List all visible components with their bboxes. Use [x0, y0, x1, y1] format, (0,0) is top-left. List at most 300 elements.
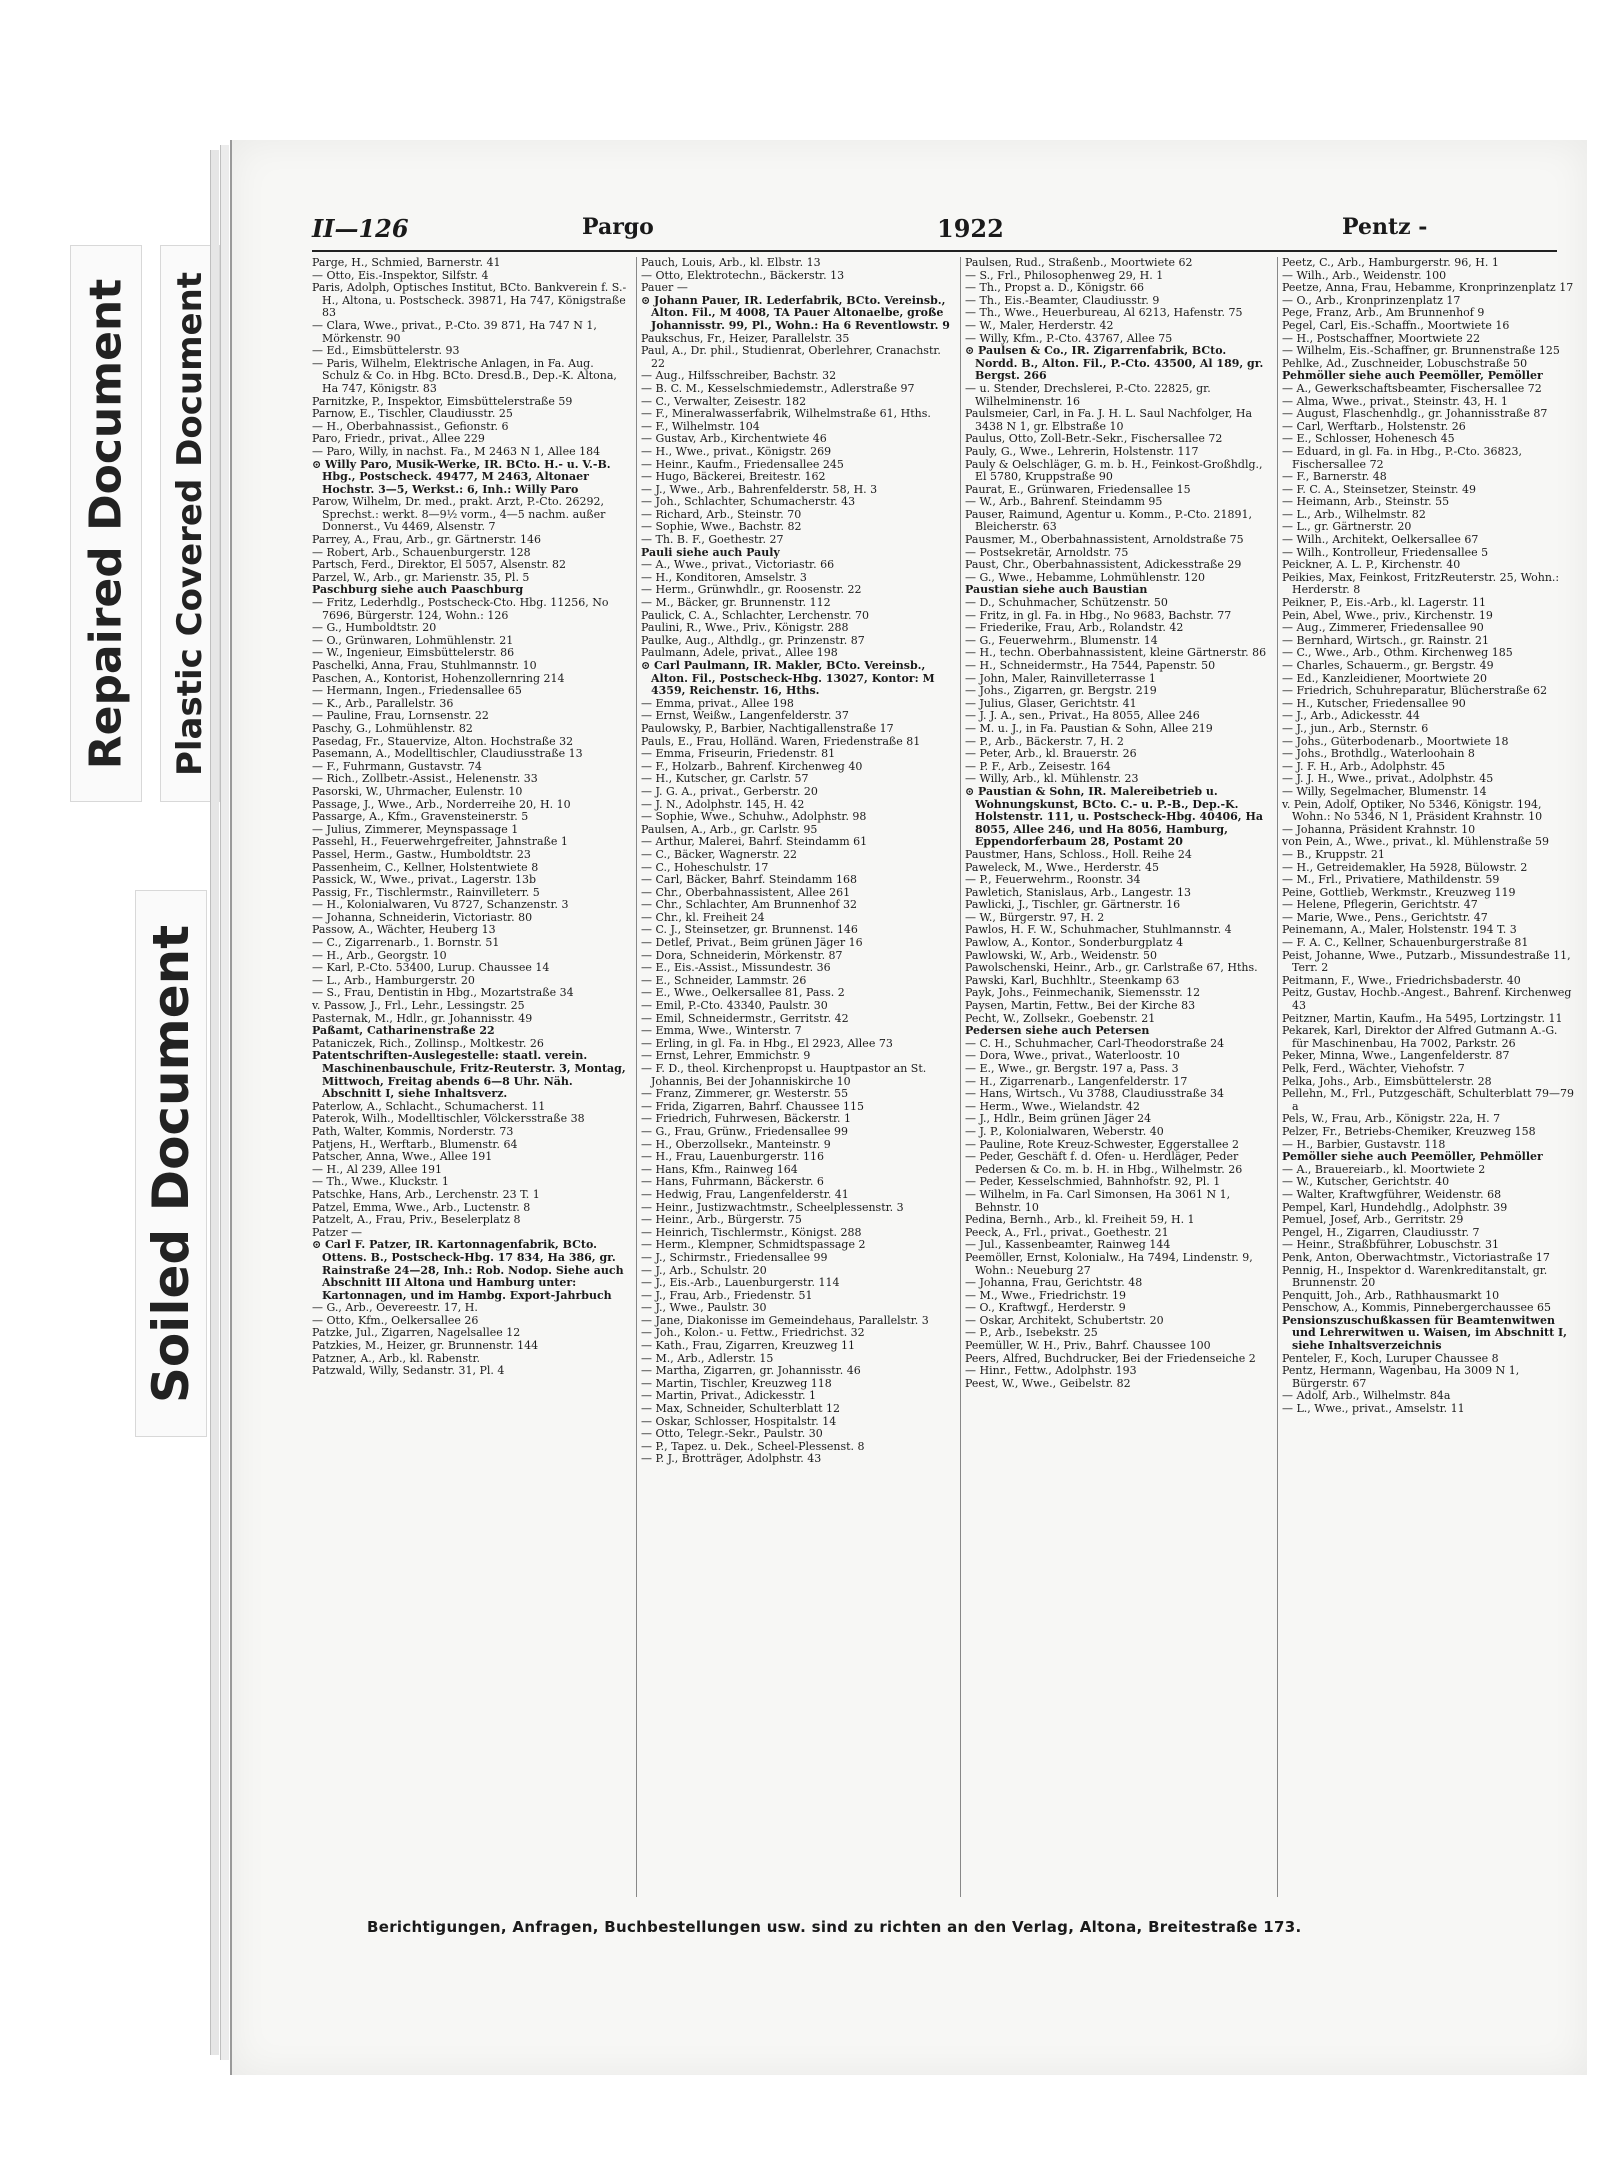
directory-entry: Paustian siehe auch Baustian [965, 583, 1148, 597]
directory-entry: — P., Arb., Bäckerstr. 7, H. 2 [965, 734, 1124, 748]
directory-entry: — F. D., theol. Kirchenpropst u. Hauptpastor an St. Johannis, Bei der Johanniskirche 10 [641, 1062, 927, 1088]
directory-entry: — Detlef, Privat., Beim grünen Jäger 16 [641, 936, 863, 950]
directory-entry: — J. N., Adolphstr. 145, H. 42 [641, 797, 805, 811]
directory-entry: Peker, Minna, Wwe., Langenfelderstr. 87 [1282, 1049, 1510, 1063]
directory-entry: — Th. B. F., Goethestr. 27 [641, 533, 784, 547]
directory-entry: — Peder, Kesselschmied, Bahnhofstr. 92, Pl. 1 [965, 1175, 1221, 1189]
directory-entry: — Julius, Glaser, Gerichtstr. 41 [965, 696, 1137, 710]
page-header [312, 210, 1557, 252]
directory-entry: Penquitt, Joh., Arb., Rathhausmarkt 10 [1282, 1288, 1500, 1302]
directory-entry: — F., Holzarb., Bahrenf. Kirchenweg 40 [641, 759, 863, 773]
directory-entry: — Adolf, Arb., Wilhelmstr. 84a [1282, 1389, 1451, 1403]
directory-entry: — Richard, Arb., Steinstr. 70 [641, 507, 802, 521]
directory-entry: — Th., Wwe., Kluckstr. 1 [312, 1175, 449, 1189]
directory-entry: — K., Arb., Parallelstr. 36 [312, 696, 454, 710]
directory-entry: — Fritz, Lederhdlg., Postscheck-Cto. Hbg. 11256, No 7696, Bürgerstr. 124, Wohn.: 126 [312, 596, 609, 622]
directory-entry: — Ed., Kanzleidiener, Moortwiete 20 [1282, 671, 1488, 685]
directory-entry: — Oskar, Architekt, Schubertstr. 20 [965, 1313, 1164, 1327]
directory-entry: Pausmer, M., Oberbahnassistent, Arnoldstraße 75 [965, 533, 1244, 547]
directory-entry: — Rich., Zollbetr.-Assist., Helenenstr. 33 [312, 772, 538, 786]
directory-entry: — Heimann, Arb., Steinstr. 55 [1282, 495, 1450, 509]
directory-entry: Pehlke, Ad., Zuschneider, Lobuschstraße 50 [1282, 356, 1528, 370]
directory-entry: Pelzer, Fr., Betriebs-Chemiker, Kreuzweg 158 [1282, 1124, 1536, 1138]
directory-entry: Paust, Chr., Oberbahnassistent, Adickesstraße 29 [965, 558, 1242, 572]
header-year: 1922 [937, 214, 1004, 243]
directory-entry: ⊙ Johann Pauer, IR. Lederfabrik, BCto. Vereinsb., Alton. Fil., M 4008, TA Pauer Altonaelbe, große Johannisstr. 99, Pl., Wohn.: Ha 6 Reventlowstr. 9 [641, 293, 950, 332]
directory-entry: — Dora, Schneiderin, Mörkenstr. 87 [641, 948, 843, 962]
directory-entry: Paulini, R., Wwe., Priv., Königstr. 288 [641, 621, 849, 635]
directory-entry: Pellehn, M., Frl., Putzgeschäft, Schulterblatt 79—79 a [1282, 1087, 1574, 1113]
directory-entry: — Otto, Eis.-Inspektor, Silfstr. 4 [312, 268, 489, 282]
directory-entry: — A., Wwe., privat., Victoriastr. 66 [641, 558, 835, 572]
repaired-document-label [70, 245, 142, 802]
directory-entry: — M., Bäcker, gr. Brunnenstr. 112 [641, 596, 831, 610]
directory-entry: Pawletich, Stanislaus, Arb., Langestr. 13 [965, 885, 1191, 899]
directory-entry: Peinemann, A., Maler, Holstenstr. 194 T. 3 [1282, 923, 1517, 937]
directory-entry: — Aug., Hilfsschreiber, Bachstr. 32 [641, 369, 837, 383]
directory-entry: Peickner, A. L. P., Kirchenstr. 40 [1282, 558, 1461, 572]
directory-entry: Pauli siehe auch Pauly [641, 545, 780, 559]
directory-entry: Peetze, Anna, Frau, Hebamme, Kronprinzenplatz 17 [1282, 281, 1574, 295]
directory-entry: — Th., Propst a. D., Königstr. 66 [965, 281, 1145, 295]
directory-entry: Pempel, Karl, Hundehdlg., Adolphstr. 39 [1282, 1200, 1508, 1214]
directory-entry: Pauer — [641, 281, 688, 295]
directory-entry: — Carl, Werftarb., Holstenstr. 26 [1282, 419, 1466, 433]
directory-entry: Pawlicki, J., Tischler, gr. Gärtnerstr. 16 [965, 898, 1181, 912]
directory-entry: — H., Kutscher, gr. Carlstr. 57 [641, 772, 809, 786]
directory-entry: Paterok, Wilh., Modelltischler, Völckersstraße 38 [312, 1112, 585, 1126]
directory-entry: — Franz, Zimmerer, gr. Westerstr. 55 [641, 1087, 849, 1101]
directory-entry: — O., Kraftwgf., Herderstr. 9 [965, 1301, 1126, 1315]
directory-entry: — Alma, Wwe., privat., Steinstr. 43, H. 1 [1282, 394, 1508, 408]
directory-entry: — M., Wwe., Friedrichstr. 19 [965, 1288, 1127, 1302]
directory-entry: Pawolschenski, Heinr., Arb., gr. Carlstraße 67, Hths. [965, 961, 1258, 975]
directory-entry: — Hugo, Bäckerei, Breitestr. 162 [641, 470, 826, 484]
directory-entry: Pasedag, Fr., Stauervize, Alton. Hochstraße 32 [312, 734, 574, 748]
directory-entry: — u. Stender, Drechslerei, P.-Cto. 22825, gr. Wilhelminenstr. 16 [965, 381, 1211, 408]
directory-entry: Paulick, C. A., Schlachter, Lerchenstr. 70 [641, 608, 869, 622]
directory-entry: Paulke, Aug., Althdlg., gr. Prinzenstr. 87 [641, 633, 865, 647]
directory-entry: Parow, Wilhelm, Dr. med., prakt. Arzt, P.-Cto. 26292, Sprechst.: werkt. 8—9½ vorm., 4—5 nachm. außer Donnerst., Vu 4469, Alsenstr. 7 [312, 495, 606, 534]
directory-entry: — H., Wwe., privat., Königstr. 269 [641, 444, 832, 458]
directory-entry: Pedersen siehe auch Petersen [965, 1024, 1150, 1038]
directory-entry: — G., Frau, Grünw., Friedensallee 99 [641, 1124, 849, 1138]
directory-entry: Patzner, A., Arb., kl. Rabenstr. [312, 1351, 481, 1365]
directory-entry: Passig, Fr., Tischlermstr., Rainvilleterr. 5 [312, 885, 540, 899]
directory-entry: — Wilh., Arb., Weidenstr. 100 [1282, 268, 1447, 282]
directory-entry: — Johanna, Schneiderin, Victoriastr. 80 [312, 910, 533, 924]
directory-entry: — Wilh., Kontrolleur, Friedensallee 5 [1282, 545, 1489, 559]
directory-entry: — H., Arb., Georgstr. 10 [312, 948, 447, 962]
directory-entry: Patzelt, A., Frau, Priv., Beselerplatz 8 [312, 1213, 521, 1227]
directory-entry: — G., Wwe., Hebamme, Lohmühlenstr. 120 [965, 570, 1205, 584]
directory-entry: — Martin, Tischler, Kreuzweg 118 [641, 1376, 832, 1390]
directory-entry: — Herm., Wwe., Wielandstr. 42 [965, 1099, 1140, 1113]
directory-entry: — C. H., Schuhmacher, Carl-Theodorstraße 24 [965, 1036, 1225, 1050]
directory-entry: — Th., Eis.-Beamter, Claudiusstr. 9 [965, 293, 1160, 307]
directory-entry: — Emil, P.-Cto. 43340, Paulstr. 30 [641, 999, 828, 1013]
directory-entry: Penteler, F., Koch, Luruper Chaussee 8 [1282, 1351, 1499, 1365]
directory-entry: — A., Brauereiarb., kl. Moortwiete 2 [1282, 1162, 1486, 1176]
directory-entry: Paris, Adolph, Optisches Institut, BCto. Bankverein f. S.-H., Altona, u. Postscheck. 39871, Ha 747, Königstraße 83 [312, 281, 627, 320]
directory-entry: — Gustav, Arb., Kirchentwiete 46 [641, 432, 827, 446]
directory-entry: Peikies, Max, Feinkost, FritzReuterstr. 25, Wohn.: Herderstr. 8 [1282, 570, 1560, 597]
directory-entry: Pels, W., Frau, Arb., Königstr. 22a, H. 7 [1282, 1112, 1501, 1126]
directory-entry: — F. C. A., Steinsetzer, Steinstr. 49 [1282, 482, 1477, 496]
directory-entry: — Jane, Diakonisse im Gemeindehaus, Parallelstr. 3 [641, 1313, 929, 1327]
directory-entry: — Heinrich, Tischlermstr., Königst. 288 [641, 1225, 862, 1239]
page-number: II—126 [312, 214, 409, 243]
directory-entry: — J., jun., Arb., Sternstr. 6 [1282, 721, 1429, 735]
directory-entry: — P. J., Brotträger, Adolphstr. 43 [641, 1452, 822, 1466]
directory-entry: Peitz, Gustav, Hochb.-Angest., Bahrenf. Kirchenweg 43 [1282, 986, 1572, 1013]
directory-entry: Peine, Gottlieb, Werkmstr., Kreuzweg 119 [1282, 885, 1516, 899]
directory-entry: Passick, W., Wwe., privat., Lagerstr. 13b [312, 873, 537, 887]
directory-entry: Partsch, Ferd., Direktor, El 5057, Alsenstr. 82 [312, 558, 567, 572]
directory-entry: Peikner, P., Eis.-Arb., kl. Lagerstr. 11 [1282, 596, 1486, 610]
directory-entry: — Willy, Arb., kl. Mühlenstr. 23 [965, 772, 1139, 786]
directory-entry: — H., Frau, Lauenburgerstr. 116 [641, 1150, 824, 1164]
directory-entry: — Ed., Eimsbüttelerstr. 93 [312, 344, 460, 358]
directory-entry: — Willy, Segelmacher, Blumenstr. 14 [1282, 784, 1487, 798]
directory-entry: — H., Kutscher, Friedensallee 90 [1282, 696, 1466, 710]
directory-entry: Patzke, Jul., Zigarren, Nagelsallee 12 [312, 1326, 521, 1340]
directory-entry: Patzel, Emma, Wwe., Arb., Luctenstr. 8 [312, 1200, 531, 1214]
directory-entry: — Hans, Fuhrmann, Bäckerstr. 6 [641, 1175, 824, 1189]
directory-entry: Pauls, E., Frau, Holländ. Waren, Friedenstraße 81 [641, 734, 921, 748]
directory-entry: — H., Konditoren, Amselstr. 3 [641, 570, 807, 584]
directory-entry: — P. F., Arb., Zeisestr. 164 [965, 759, 1111, 773]
directory-entry: Paukschus, Fr., Heizer, Parallelstr. 35 [641, 331, 850, 345]
directory-entry: — S., Frl., Philosophenweg 29, H. 1 [965, 268, 1164, 282]
directory-entry: — Th., Wwe., Heuerbureau, Al 6213, Hafenstr. 75 [965, 306, 1243, 320]
directory-entry: Patzkies, M., Heizer, gr. Brunnenstr. 144 [312, 1339, 539, 1353]
directory-entry: — Johs., Brothdlg., Waterloohain 8 [1282, 747, 1475, 761]
directory-entry: — W., Ingenieur, Eimsbüttelerstr. 86 [312, 646, 515, 660]
directory-entry: — E., Schlosser, Hohenesch 45 [1282, 432, 1455, 446]
directory-entry: — Hinr., Fettw., Adolphstr. 193 [965, 1364, 1137, 1378]
directory-entry: — F., Fuhrmann, Gustavstr. 74 [312, 759, 482, 773]
directory-entry: Parnitzke, P., Inspektor, Eimsbüttelerstraße 59 [312, 394, 573, 408]
scanned-page-stack [210, 140, 1585, 2075]
directory-entry: — Chr., Schlachter, Am Brunnenhof 32 [641, 898, 857, 912]
directory-entry: Patscher, Anna, Wwe., Allee 191 [312, 1150, 493, 1164]
directory-entry: — J., Arb., Schulstr. 20 [641, 1263, 767, 1277]
directory-entry: Parge, H., Schmied, Barnerstr. 41 [312, 257, 501, 269]
directory-entry: — C., Bäcker, Wagnerstr. 22 [641, 847, 797, 861]
directory-entry: — E., Wwe., Oelkersallee 81, Pass. 2 [641, 986, 845, 1000]
page-edge [210, 150, 219, 2055]
directory-entry: — W., Bürgerstr. 97, H. 2 [965, 910, 1105, 924]
directory-entry: — Heinr., Arb., Bürgerstr. 75 [641, 1213, 802, 1227]
directory-column-3 [960, 257, 1270, 1897]
directory-entry: Paysen, Martin, Fettw., Bei der Kirche 83 [965, 999, 1196, 1013]
directory-entry: Paul, A., Dr. phil., Studienrat, Oberlehrer, Cranachstr. 22 [641, 344, 941, 370]
directory-entry: — Hans, Wirtsch., Vu 3788, Claudiusstraße 34 [965, 1087, 1224, 1101]
directory-entry: Peist, Johanne, Wwe., Putzarb., Missundestraße 11, Terr. 2 [1282, 948, 1571, 975]
directory-entry: — O., Arb., Kronprinzenplatz 17 [1282, 293, 1461, 307]
directory-entry: — Emma, Wwe., Winterstr. 7 [641, 1024, 802, 1038]
directory-entry: Pentz, Hermann, Wagenbau, Ha 3009 N 1, Bürgerstr. 67 [1282, 1364, 1520, 1390]
directory-entry: — J., Eis.-Arb., Lauenburgerstr. 114 [641, 1276, 840, 1290]
soiled-document-text: Soiled Document [142, 924, 200, 1403]
directory-entry: Paschy, G., Lohmühlenstr. 82 [312, 721, 473, 735]
directory-entry: — F., Mineralwasserfabrik, Wilhelmstraße 61, Hths. [641, 407, 931, 421]
directory-entry: — Johanna, Präsident Krahnstr. 10 [1282, 822, 1476, 836]
directory-entry: — Friedrich, Fuhrwesen, Bäckerstr. 1 [641, 1112, 852, 1126]
directory-entry: — Walter, Kraftwgführer, Weidenstr. 68 [1282, 1187, 1502, 1201]
header-first-name: Pargo [582, 214, 654, 240]
directory-entry: Paulsen, A., Arb., gr. Carlstr. 95 [641, 822, 818, 836]
directory-entry: — Hedwig, Frau, Langenfelderstr. 41 [641, 1187, 849, 1201]
directory-entry: Paschburg siehe auch Paaschburg [312, 583, 524, 597]
directory-entry: Peeck, A., Frl., privat., Goethestr. 21 [965, 1225, 1169, 1239]
directory-entry: — H., Schneidermstr., Ha 7544, Papenstr. 50 [965, 659, 1216, 672]
directory-entry: Pauly & Oelschläger, G. m. b. H., Feinkost-Großhdlg., El 5780, Kruppstraße 90 [965, 457, 1263, 484]
directory-entry: v. Pein, Adolf, Optiker, No 5346, Königstr. 194, Wohn.: No 5346, N 1, Präsident Krahnstr. 10 [1282, 797, 1543, 824]
directory-entry: Passehl, H., Feuerwehrgefreiter, Jahnstraße 1 [312, 835, 568, 849]
directory-entry: — August, Flaschenhdlg., gr. Johannisstraße 87 [1282, 407, 1548, 421]
directory-entry: — Frida, Zigarren, Bahrf. Chaussee 115 [641, 1099, 864, 1113]
directory-entry: — Arthur, Malerei, Bahrf. Steindamm 61 [641, 835, 868, 849]
directory-entry: — Otto, Elektrotechn., Bäckerstr. 13 [641, 268, 845, 282]
directory-page [230, 140, 1587, 2075]
directory-entry: Paurat, E., Grünwaren, Friedensallee 15 [965, 482, 1191, 496]
directory-entry: — Bernhard, Wirtsch., gr. Rainstr. 21 [1282, 633, 1489, 647]
directory-entry: Paschelki, Anna, Frau, Stuhlmannstr. 10 [312, 659, 537, 672]
directory-entry: — Max, Schneider, Schulterblatt 12 [641, 1402, 841, 1416]
directory-entry: — D., Schuhmacher, Schützenstr. 50 [965, 596, 1168, 610]
directory-entry: — J. J. A., sen., Privat., Ha 8055, Allee 246 [965, 709, 1200, 723]
directory-entry: Penk, Anton, Oberwachtmstr., Victoriastraße 17 [1282, 1250, 1550, 1264]
directory-entry: Peitmann, F., Wwe., Friedrichsbaderstr. 40 [1282, 973, 1521, 987]
directory-entry: Pedina, Bernh., Arb., kl. Freiheit 59, H. 1 [965, 1213, 1195, 1227]
directory-entry: — Karl, P.-Cto. 53400, Lurup. Chaussee 14 [312, 961, 550, 975]
directory-entry: Pelka, Johs., Arb., Eimsbüttelerstr. 28 [1282, 1074, 1492, 1088]
directory-entry: — Carl, Bäcker, Bahrf. Steindamm 168 [641, 873, 857, 887]
directory-entry: — Martin, Privat., Adickesstr. 1 [641, 1389, 817, 1403]
directory-entry: — Johs., Zigarren, gr. Bergstr. 219 [965, 684, 1157, 698]
directory-entry: ⊙ Willy Paro, Musik-Werke, IR. BCto. H.- u. V.-B. Hbg., Postscheck. 49477, M 2463, Altonaer Hochstr. 3—5, Werkst.: 6, Inh.: Willy Paro [312, 457, 611, 496]
directory-entry: Pauch, Louis, Arb., kl. Elbstr. 13 [641, 257, 821, 269]
directory-entry: — Herm., Klempner, Schmidtspassage 2 [641, 1238, 866, 1252]
directory-entry: — Johanna, Frau, Gerichtstr. 48 [965, 1276, 1143, 1290]
directory-entry: Pecht, W., Zollsekr., Goebenstr. 21 [965, 1011, 1156, 1025]
directory-entry: — L., Wwe., privat., Amselstr. 11 [1282, 1402, 1465, 1416]
directory-entry: Pekarek, Karl, Direktor der Alfred Gutmann A.-G. für Maschinenbau, Ha 7002, Parkstr. 26 [1282, 1024, 1558, 1050]
directory-entry: — Johs., Güterbodenarb., Moortwiete 18 [1282, 734, 1509, 748]
directory-entry: von Pein, A., Wwe., privat., kl. Mühlenstraße 59 [1282, 835, 1550, 849]
directory-entry: — Hermann, Ingen., Friedensallee 65 [312, 684, 522, 698]
directory-entry: Paro, Friedr., privat., Allee 229 [312, 432, 485, 446]
directory-entry: — Martha, Zigarren, gr. Johannisstr. 46 [641, 1364, 861, 1378]
directory-entry: Pemuel, Josef, Arb., Gerritstr. 29 [1282, 1213, 1464, 1227]
page-edge [220, 145, 229, 2060]
directory-entry: Penschow, A., Kommis, Pinnebergerchaussee 65 [1282, 1301, 1552, 1315]
header-last-name: Pentz - [1342, 214, 1428, 240]
directory-entry: Paulmann, Adele, privat., Allee 198 [641, 646, 838, 660]
directory-entry: ⊙ Paulsen & Co., IR. Zigarrenfabrik, BCto. Nordd. B., Alton. Fil., P.-Cto. 43500, Al 189, gr. Bergst. 266 [965, 344, 1264, 383]
directory-entry: — Pauline, Rote Kreuz-Schwester, Eggerstallee 2 [965, 1137, 1239, 1151]
soiled-document-label [135, 890, 207, 1437]
directory-entry: Paulsmeier, Carl, in Fa. J. H. L. Saul Nachfolger, Ha 3438 N 1, gr. Elbstraße 10 [965, 407, 1253, 433]
directory-entry: — Wilhelm, in Fa. Carl Simonsen, Ha 3061 N 1, Behnstr. 10 [965, 1187, 1231, 1214]
directory-entry: — C., Hoheschulstr. 17 [641, 860, 769, 874]
directory-entry: — W., Arb., Bahrenf. Steindamm 95 [965, 495, 1163, 509]
directory-entry: — C. J., Steinsetzer, gr. Brunnenst. 146 [641, 923, 858, 937]
publisher-footer: Berichtigungen, Anfragen, Buchbestellungen usw. sind zu richten an den Verlag, Altona, Breitestraße 173. [367, 1918, 1302, 1936]
directory-entry: Patschke, Hans, Arb., Lerchenstr. 23 T. 1 [312, 1187, 540, 1201]
directory-entry: Peemüller, W. H., Priv., Bahrf. Chaussee 100 [965, 1339, 1211, 1353]
directory-entry: Pennig, H., Inspektor d. Warenkreditanstalt, gr. Brunnenstr. 20 [1282, 1263, 1548, 1290]
directory-entry: — H., Oberzollsekr., Manteinstr. 9 [641, 1137, 831, 1151]
directory-entry: Pelk, Ferd., Wächter, Viehofstr. 7 [1282, 1062, 1465, 1075]
directory-entry: Passenheim, C., Kellner, Holstentwiete 8 [312, 860, 539, 874]
directory-entry: — Peter, Arb., kl. Brauerstr. 26 [965, 747, 1137, 761]
directory-entry: Pauly, G., Wwe., Lehrerin, Holstenstr. 117 [965, 444, 1199, 458]
directory-entry: Pein, Abel, Wwe., priv., Kirchenstr. 19 [1282, 608, 1493, 622]
directory-entry: — Aug., Zimmerer, Friedensallee 90 [1282, 621, 1484, 635]
directory-entry: — M. u. J., in Fa. Paustian & Sohn, Allee 219 [965, 721, 1213, 735]
directory-entry: — John, Maler, Rainvilleterrasse 1 [965, 671, 1156, 685]
directory-entry: — J., Wwe., Paulstr. 30 [641, 1301, 767, 1315]
directory-entry: — Emma, Friseurin, Friedenstr. 81 [641, 747, 836, 761]
directory-entry: — B., Kruppstr. 21 [1282, 847, 1385, 861]
directory-entry: v. Passow, J., Frl., Lehr., Lessingstr. 25 [312, 999, 525, 1013]
directory-entry: — Peder, Geschäft f. d. Ofen- u. Herdläger, Peder Pedersen & Co. m. b. H. in Hbg., Wilhelmstr. 26 [965, 1150, 1243, 1176]
directory-entry: — Otto, Kfm., Oelkersallee 26 [312, 1313, 479, 1327]
directory-entry: Pege, Franz, Arb., Am Brunnenhof 9 [1282, 306, 1485, 320]
directory-entry: — P., Tapez. u. Dek., Scheel-Plessenst. 8 [641, 1439, 865, 1453]
directory-entry: Peers, Alfred, Buchdrucker, Bei der Friedenseiche 2 [965, 1351, 1256, 1365]
directory-entry: — Fritz, in gl. Fa. in Hbg., No 9683, Bachstr. 77 [965, 608, 1232, 622]
directory-entry: Peemöller, Ernst, Kolonialw., Ha 7494, Lindenstr. 9, Wohn.: Neueburg 27 [965, 1250, 1253, 1277]
directory-entry: — Chr., Oberbahnassistent, Allee 261 [641, 885, 851, 899]
directory-entry: Passel, Herm., Gastw., Humboldtstr. 23 [312, 847, 531, 861]
directory-entry: ⊙ Carl F. Patzer, IR. Kartonnagenfabrik, BCto. Ottens. B., Postscheck-Hbg. 17 834, Ha 386, gr. Rainstraße 24—28, Inh.: Rob. Nodop. Siehe auch Abschnitt III Altona und Hamburg unter: Kartonnagen, und im Hambg. Export-Jahrbuch [312, 1238, 624, 1302]
directory-entry: — Marie, Wwe., Pens., Gerichtstr. 47 [1282, 910, 1488, 924]
directory-entry: — J. J. H., Wwe., privat., Adolphstr. 45 [1282, 772, 1494, 786]
directory-column-2 [636, 257, 953, 1897]
directory-entry: — J., Arb., Adickesstr. 44 [1282, 709, 1420, 723]
directory-entry: — G., Humboldtstr. 20 [312, 621, 437, 635]
directory-entry: Paterlow, A., Schlacht., Schumacherst. 11 [312, 1099, 546, 1113]
directory-entry: — Paris, Wilhelm, Elektrische Anlagen, in Fa. Aug. Schulz & Co. in Hbg. BCto. Dresd.B., Dep.-K. Altona, Ha 747, Königstr. 83 [312, 356, 617, 395]
directory-column-4 [1277, 257, 1577, 1897]
directory-entry: — J., Schirmstr., Friedensallee 99 [641, 1250, 828, 1264]
directory-entry: — C., Verwalter, Zeisestr. 182 [641, 394, 807, 408]
directory-entry: — S., Frau, Dentistin in Hbg., Mozartstraße 34 [312, 986, 574, 1000]
directory-entry: — B. C. M., Kesselschmiedemstr., Adlerstraße 97 [641, 381, 915, 395]
directory-entry: — E., Schneider, Lammstr. 26 [641, 973, 807, 987]
directory-entry: Parrey, A., Frau, Arb., gr. Gärtnerstr. 146 [312, 533, 541, 547]
directory-entry: — E., Eis.-Assist., Missundestr. 36 [641, 961, 831, 975]
directory-entry: Pehmöller siehe auch Peemöller, Pemöller [1282, 369, 1543, 383]
directory-entry: Peest, W., Wwe., Geibelstr. 82 [965, 1376, 1131, 1390]
directory-entry: — H., Kolonialwaren, Vu 8727, Schanzenstr. 3 [312, 898, 569, 912]
directory-entry: — E., Wwe., gr. Bergstr. 197 a, Pass. 3 [965, 1062, 1179, 1075]
directory-entry: Paulus, Otto, Zoll-Betr.-Sekr., Fischersallee 72 [965, 432, 1223, 446]
directory-entry: — A., Gewerkschaftsbeamter, Fischersallee 72 [1282, 381, 1542, 395]
directory-entry: Passage, J., Wwe., Arb., Norderreihe 20, H. 10 [312, 797, 571, 811]
directory-entry: Peetz, C., Arb., Hamburgerstr. 96, H. 1 [1282, 257, 1499, 269]
directory-entry: — J. P., Kolonialwaren, Weberstr. 40 [965, 1124, 1164, 1138]
directory-entry: — L., Arb., Wilhelmstr. 82 [1282, 507, 1426, 521]
directory-entry: — Heinr., Kaufm., Friedensallee 245 [641, 457, 844, 471]
directory-entry: Parzel, W., Arb., gr. Marienstr. 35, Pl. 5 [312, 570, 530, 584]
directory-entry: Paulsen, Rud., Straßenb., Moortwiete 62 [965, 257, 1193, 269]
directory-entry: — C., Wwe., Arb., Othm. Kirchenweg 185 [1282, 646, 1513, 660]
directory-entry: — Pauline, Frau, Lornsenstr. 22 [312, 709, 489, 723]
directory-entry: — H., Oberbahnassist., Gefionstr. 6 [312, 419, 509, 433]
directory-entry: Pawlos, H. F. W., Schuhmacher, Stuhlmannstr. 4 [965, 923, 1232, 937]
directory-entry: — Chr., kl. Freiheit 24 [641, 910, 765, 924]
directory-entry: — C., Zigarrenarb., 1. Bornstr. 51 [312, 936, 500, 950]
directory-entry: Paweleck, M., Wwe., Herderstr. 45 [965, 860, 1159, 874]
directory-entry: — Herm., Grünwhdlr., gr. Roosenstr. 22 [641, 583, 862, 597]
directory-entry: — Dora, Wwe., privat., Waterloostr. 10 [965, 1049, 1180, 1063]
directory-entry: Paßamt, Catharinenstraße 22 [312, 1024, 495, 1038]
directory-entry: — H., Zigarrenarb., Langenfelderstr. 17 [965, 1074, 1188, 1088]
repaired-document-text: Repaired Document [80, 278, 132, 769]
directory-entry: Paschen, A., Kontorist, Hohenzollernring 214 [312, 671, 565, 685]
directory-entry: — G., Feuerwehrm., Blumenstr. 14 [965, 633, 1158, 647]
directory-column-1 [312, 257, 628, 1897]
directory-entry: — Ernst, Lehrer, Emmichstr. 9 [641, 1049, 811, 1063]
directory-entry: — H., Getreidemakler, Ha 5928, Bülowstr. 2 [1282, 860, 1528, 874]
directory-entry: — Robert, Arb., Schauenburgerstr. 128 [312, 545, 531, 559]
directory-entry: — O., Grünwaren, Lohmühlenstr. 21 [312, 633, 514, 647]
directory-entry: — Emil, Schneidermstr., Gerritstr. 42 [641, 1011, 849, 1025]
directory-entry: — M., Arb., Adlerstr. 15 [641, 1351, 774, 1365]
directory-entry: — H., Postschaffner, Moortwiete 22 [1282, 331, 1481, 345]
directory-entry: — Helene, Pflegerin, Gerichtstr. 47 [1282, 898, 1478, 912]
directory-entry: Pawlow, A., Kontor., Sonderburgplatz 4 [965, 936, 1184, 950]
directory-entry: — Erling, in gl. Fa. in Hbg., El 2923, Allee 73 [641, 1036, 893, 1050]
directory-entry: Pawski, Karl, Buchhltr., Steenkamp 63 [965, 973, 1180, 987]
directory-entry: — W., Kutscher, Gerichtstr. 40 [1282, 1175, 1450, 1189]
directory-entry: — G., Arb., Oevereestr. 17, H. [312, 1301, 478, 1315]
directory-entry: — Oskar, Schlosser, Hospitalstr. 14 [641, 1414, 837, 1428]
directory-entry: — Wilh., Architekt, Oelkersallee 67 [1282, 533, 1479, 547]
directory-entry: — M., Frl., Privatiere, Mathildenstr. 59 [1282, 873, 1500, 887]
directory-entry: Payk, Johs., Feinmechanik, Siemensstr. 12 [965, 986, 1201, 1000]
directory-entry: Pensionszuschußkassen für Beamtenwitwen und Lehrerwitwen u. Waisen, im Abschnitt I, siehe Inhaltsverzeichnis [1282, 1313, 1567, 1353]
directory-entry: Pemöller siehe auch Peemöller, Pehmöller [1282, 1150, 1543, 1164]
directory-entry: — Willy, Kfm., P.-Cto. 43767, Allee 75 [965, 331, 1173, 345]
directory-entry: — Friedrich, Schuhreparatur, Blücherstraße 62 [1282, 684, 1548, 698]
directory-entry: — P., Arb., Isebekstr. 25 [965, 1326, 1098, 1340]
directory-entry: — Heinr., Justizwachtmstr., Scheelplessenstr. 3 [641, 1200, 904, 1214]
directory-entry: — Otto, Telegr.-Sekr., Paulstr. 30 [641, 1427, 823, 1441]
directory-entry: Patzwald, Willy, Sedanstr. 31, Pl. 4 [312, 1364, 505, 1378]
directory-entry: — J. F. H., Arb., Adolphstr. 45 [1282, 759, 1446, 773]
directory-entry: Peitzner, Martin, Kaufm., Ha 5495, Lortzingstr. 11 [1282, 1011, 1563, 1025]
directory-entry: — J. G. A., privat., Gerberstr. 20 [641, 784, 818, 798]
directory-entry: — Paro, Willy, in nachst. Fa., M 2463 N 1, Allee 184 [312, 444, 601, 458]
directory-entry: Patentschriften-Auslegestelle: staatl. verein. Maschinenbauschule, Fritz-Reuterstr. 3, Montag, Mittwoch, Freitag abends 6—8 Uhr. Näh. Abschnitt I, siehe Inhaltsverz. [312, 1049, 626, 1101]
directory-entry: — H., Barbier, Gustavstr. 118 [1282, 1137, 1446, 1151]
directory-entry: — J., Wwe., Arb., Bahrenfelderstr. 58, H. 3 [641, 482, 878, 496]
directory-entry: Pasternak, M., Hdlr., gr. Johannisstr. 49 [312, 1011, 533, 1025]
directory-entry: — Joh., Schlachter, Schumacherstr. 43 [641, 495, 856, 509]
directory-entry: — W., Maler, Herderstr. 42 [965, 318, 1114, 332]
directory-entry: — H., Al 239, Allee 191 [312, 1162, 443, 1176]
directory-entry: — Ernst, Weißw., Langenfelderstr. 37 [641, 709, 849, 723]
directory-entry: Pauser, Raimund, Agentur u. Komm., P.-Cto. 21891, Bleicherstr. 63 [965, 507, 1252, 534]
directory-entry: — L., Arb., Hamburgerstr. 20 [312, 973, 475, 987]
directory-entry: — J., Frau, Arb., Friedenstr. 51 [641, 1288, 813, 1302]
